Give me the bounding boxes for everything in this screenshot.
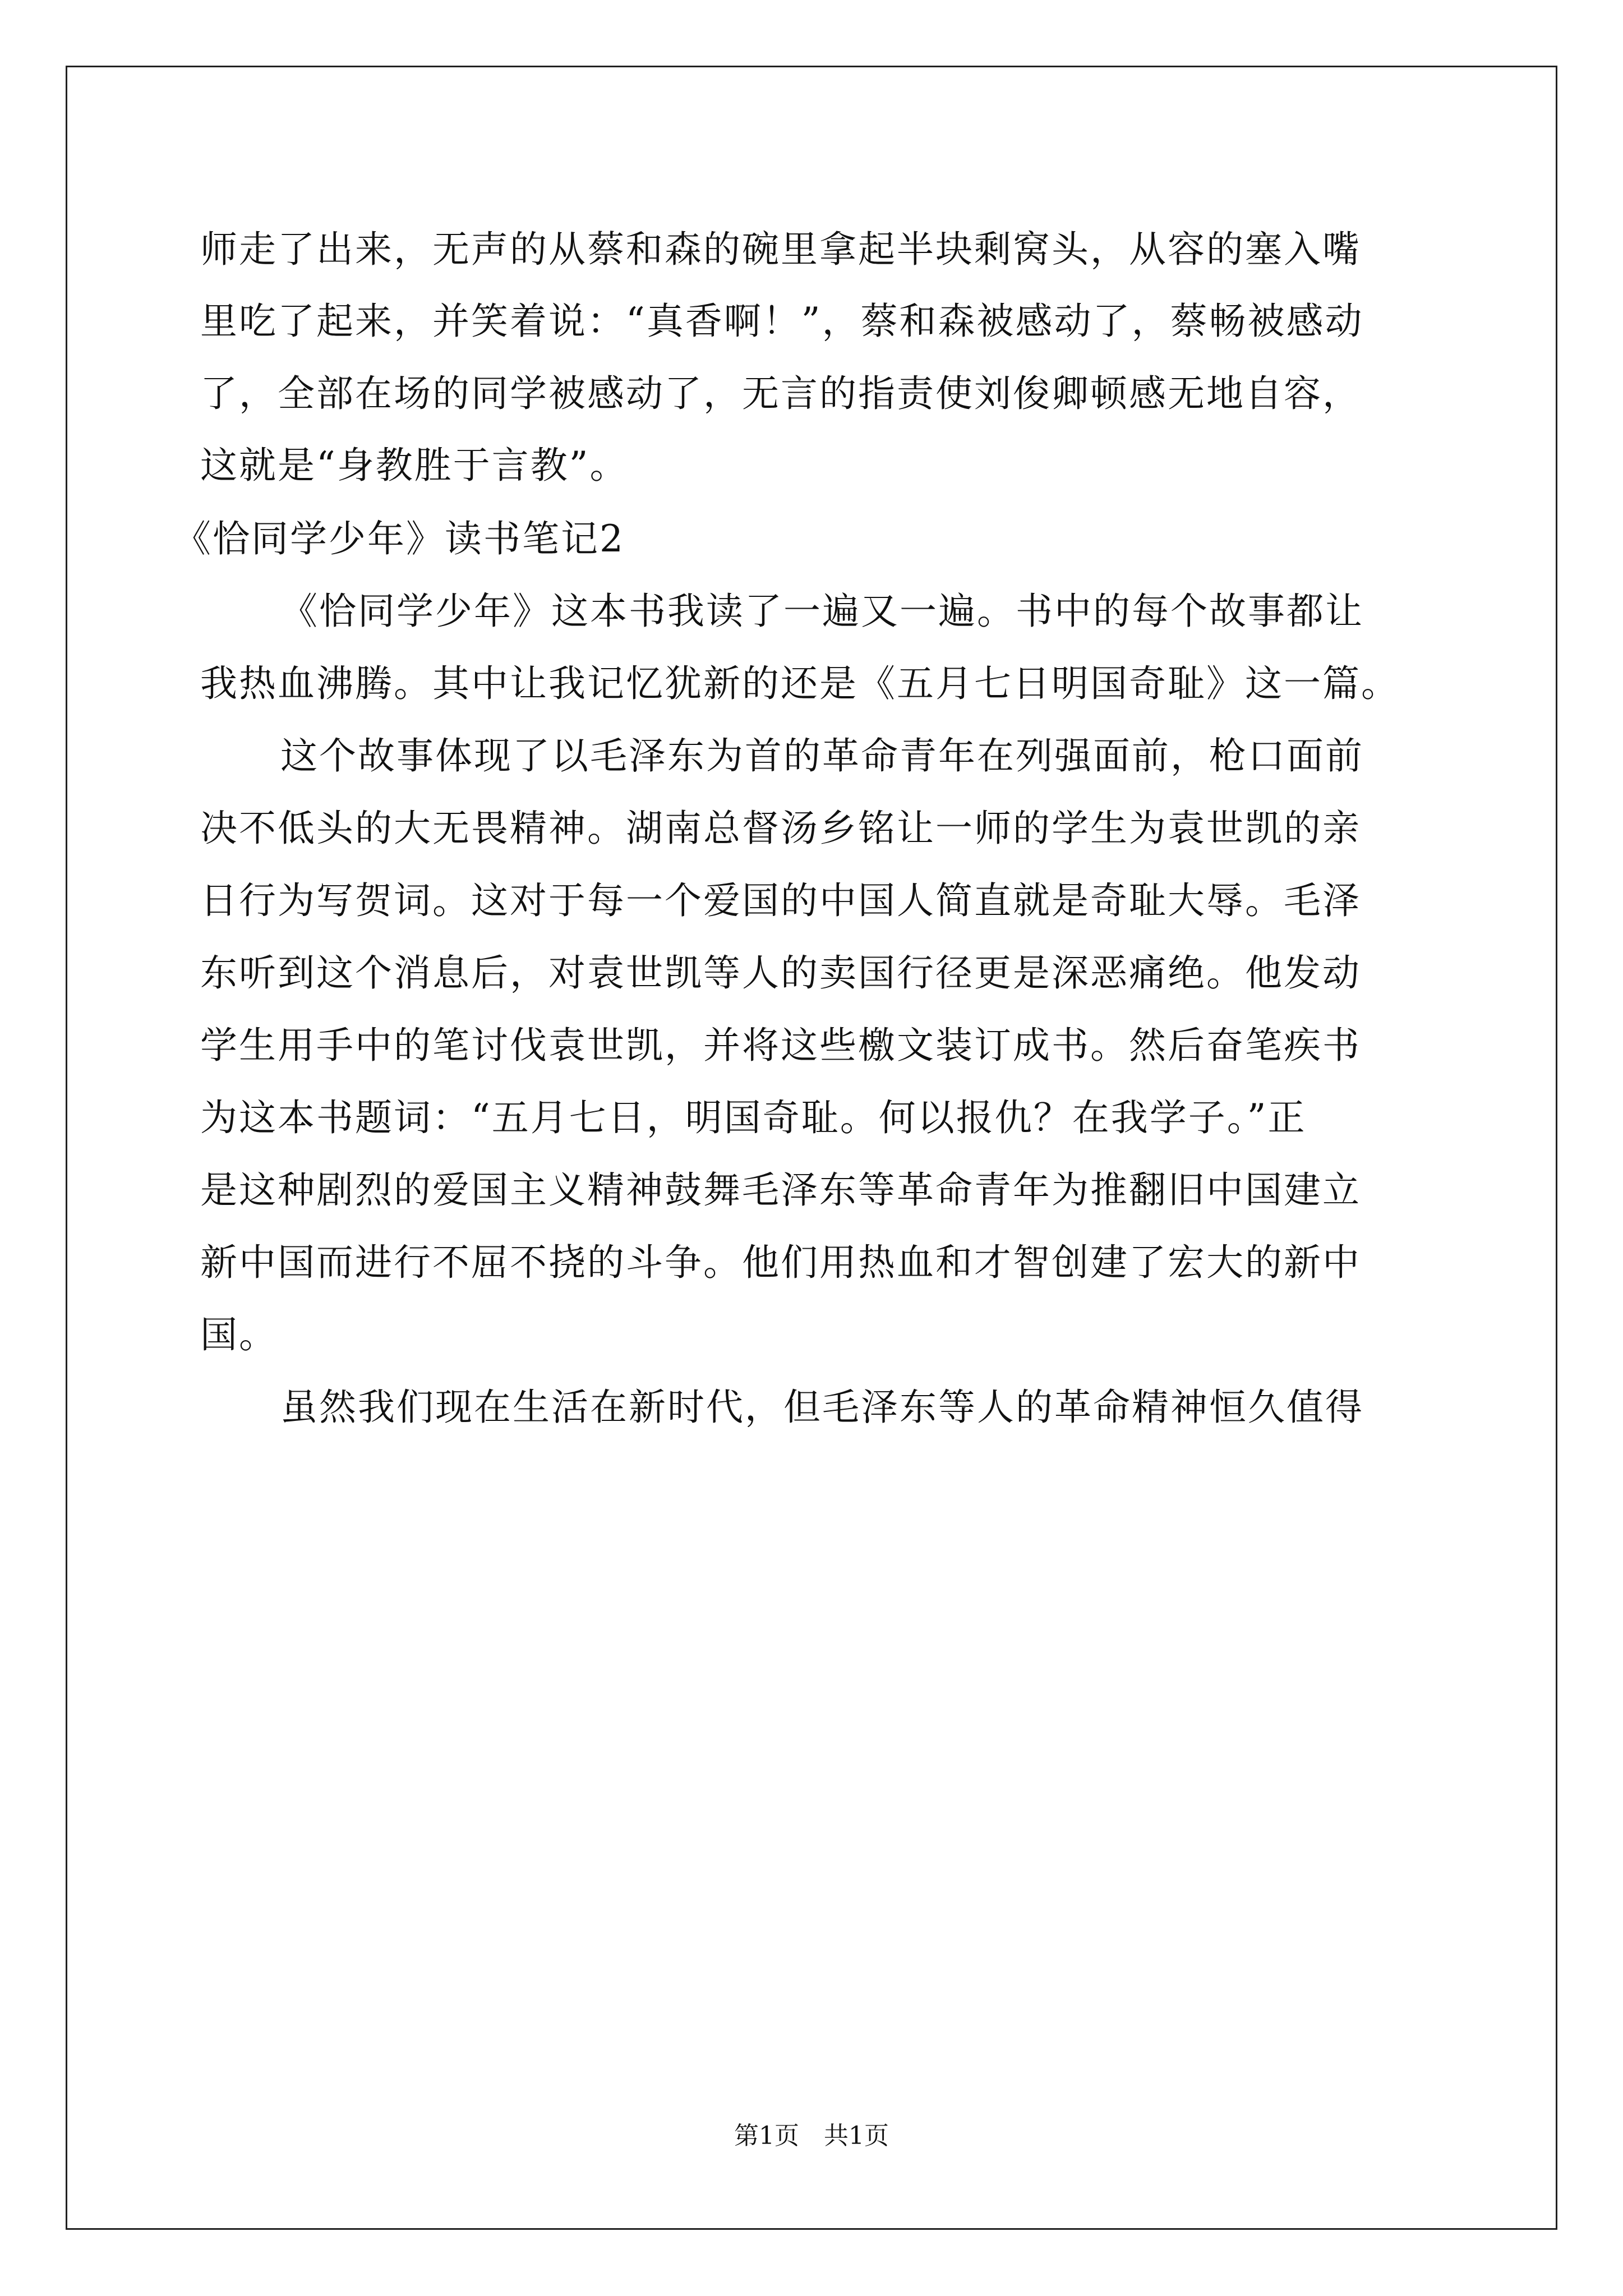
body-line: 为这本书题词：“五月七日，明国奇耻。何以报仇？在我学子。”正 bbox=[200, 1096, 1307, 1139]
body-line: 是这种剧烈的爱国主义精神鼓舞毛泽东等革命青年为推翻旧中国建立 bbox=[200, 1168, 1361, 1212]
body-line: 新中国而进行不屈不挠的斗争。他们用热血和才智创建了宏大的新中 bbox=[200, 1241, 1361, 1284]
section-heading: 《恰同学少年》读书笔记2 bbox=[174, 517, 625, 560]
body-line: 学生用手中的笔讨伐袁世凯，并将这些檄文装订成书。然后奋笔疾书 bbox=[200, 1024, 1361, 1067]
body-line: 了，全部在场的同学被感动了，无言的指责使刘俊卿顿感无地自容， bbox=[200, 372, 1361, 415]
body-line: 虽然我们现在生活在新时代，但毛泽东等人的革命精神恒久值得 bbox=[280, 1386, 1364, 1429]
body-line: 我热血沸腾。其中让我记忆犹新的还是《五月七日明国奇耻》这一篇。 bbox=[200, 662, 1400, 705]
body-line: 这就是“身教胜于言教”。 bbox=[200, 444, 629, 487]
body-line: 里吃了起来，并笑着说：“真香啊！”，蔡和森被感动了，蔡畅被感动 bbox=[200, 300, 1364, 343]
body-line: 国。 bbox=[200, 1313, 278, 1356]
page-footer: 第1页 共1页 bbox=[734, 2122, 889, 2150]
body-line: 师走了出来，无声的从蔡和森的碗里拿起半块剩窝头，从容的塞入嘴 bbox=[200, 228, 1361, 271]
body-line: 这个故事体现了以毛泽东为首的革命青年在列强面前，枪口面前 bbox=[280, 734, 1364, 777]
body-line: 《恰同学少年》这本书我读了一遍又一遍。书中的每个故事都让 bbox=[280, 590, 1364, 633]
body-line: 日行为写贺词。这对于每一个爱国的中国人简直就是奇耻大辱。毛泽 bbox=[200, 879, 1361, 922]
body-line: 东听到这个消息后，对袁世凯等人的卖国行径更是深恶痛绝。他发动 bbox=[200, 951, 1361, 995]
body-line: 决不低头的大无畏精神。湖南总督汤乡铭让一师的学生为袁世凯的亲 bbox=[200, 807, 1361, 850]
